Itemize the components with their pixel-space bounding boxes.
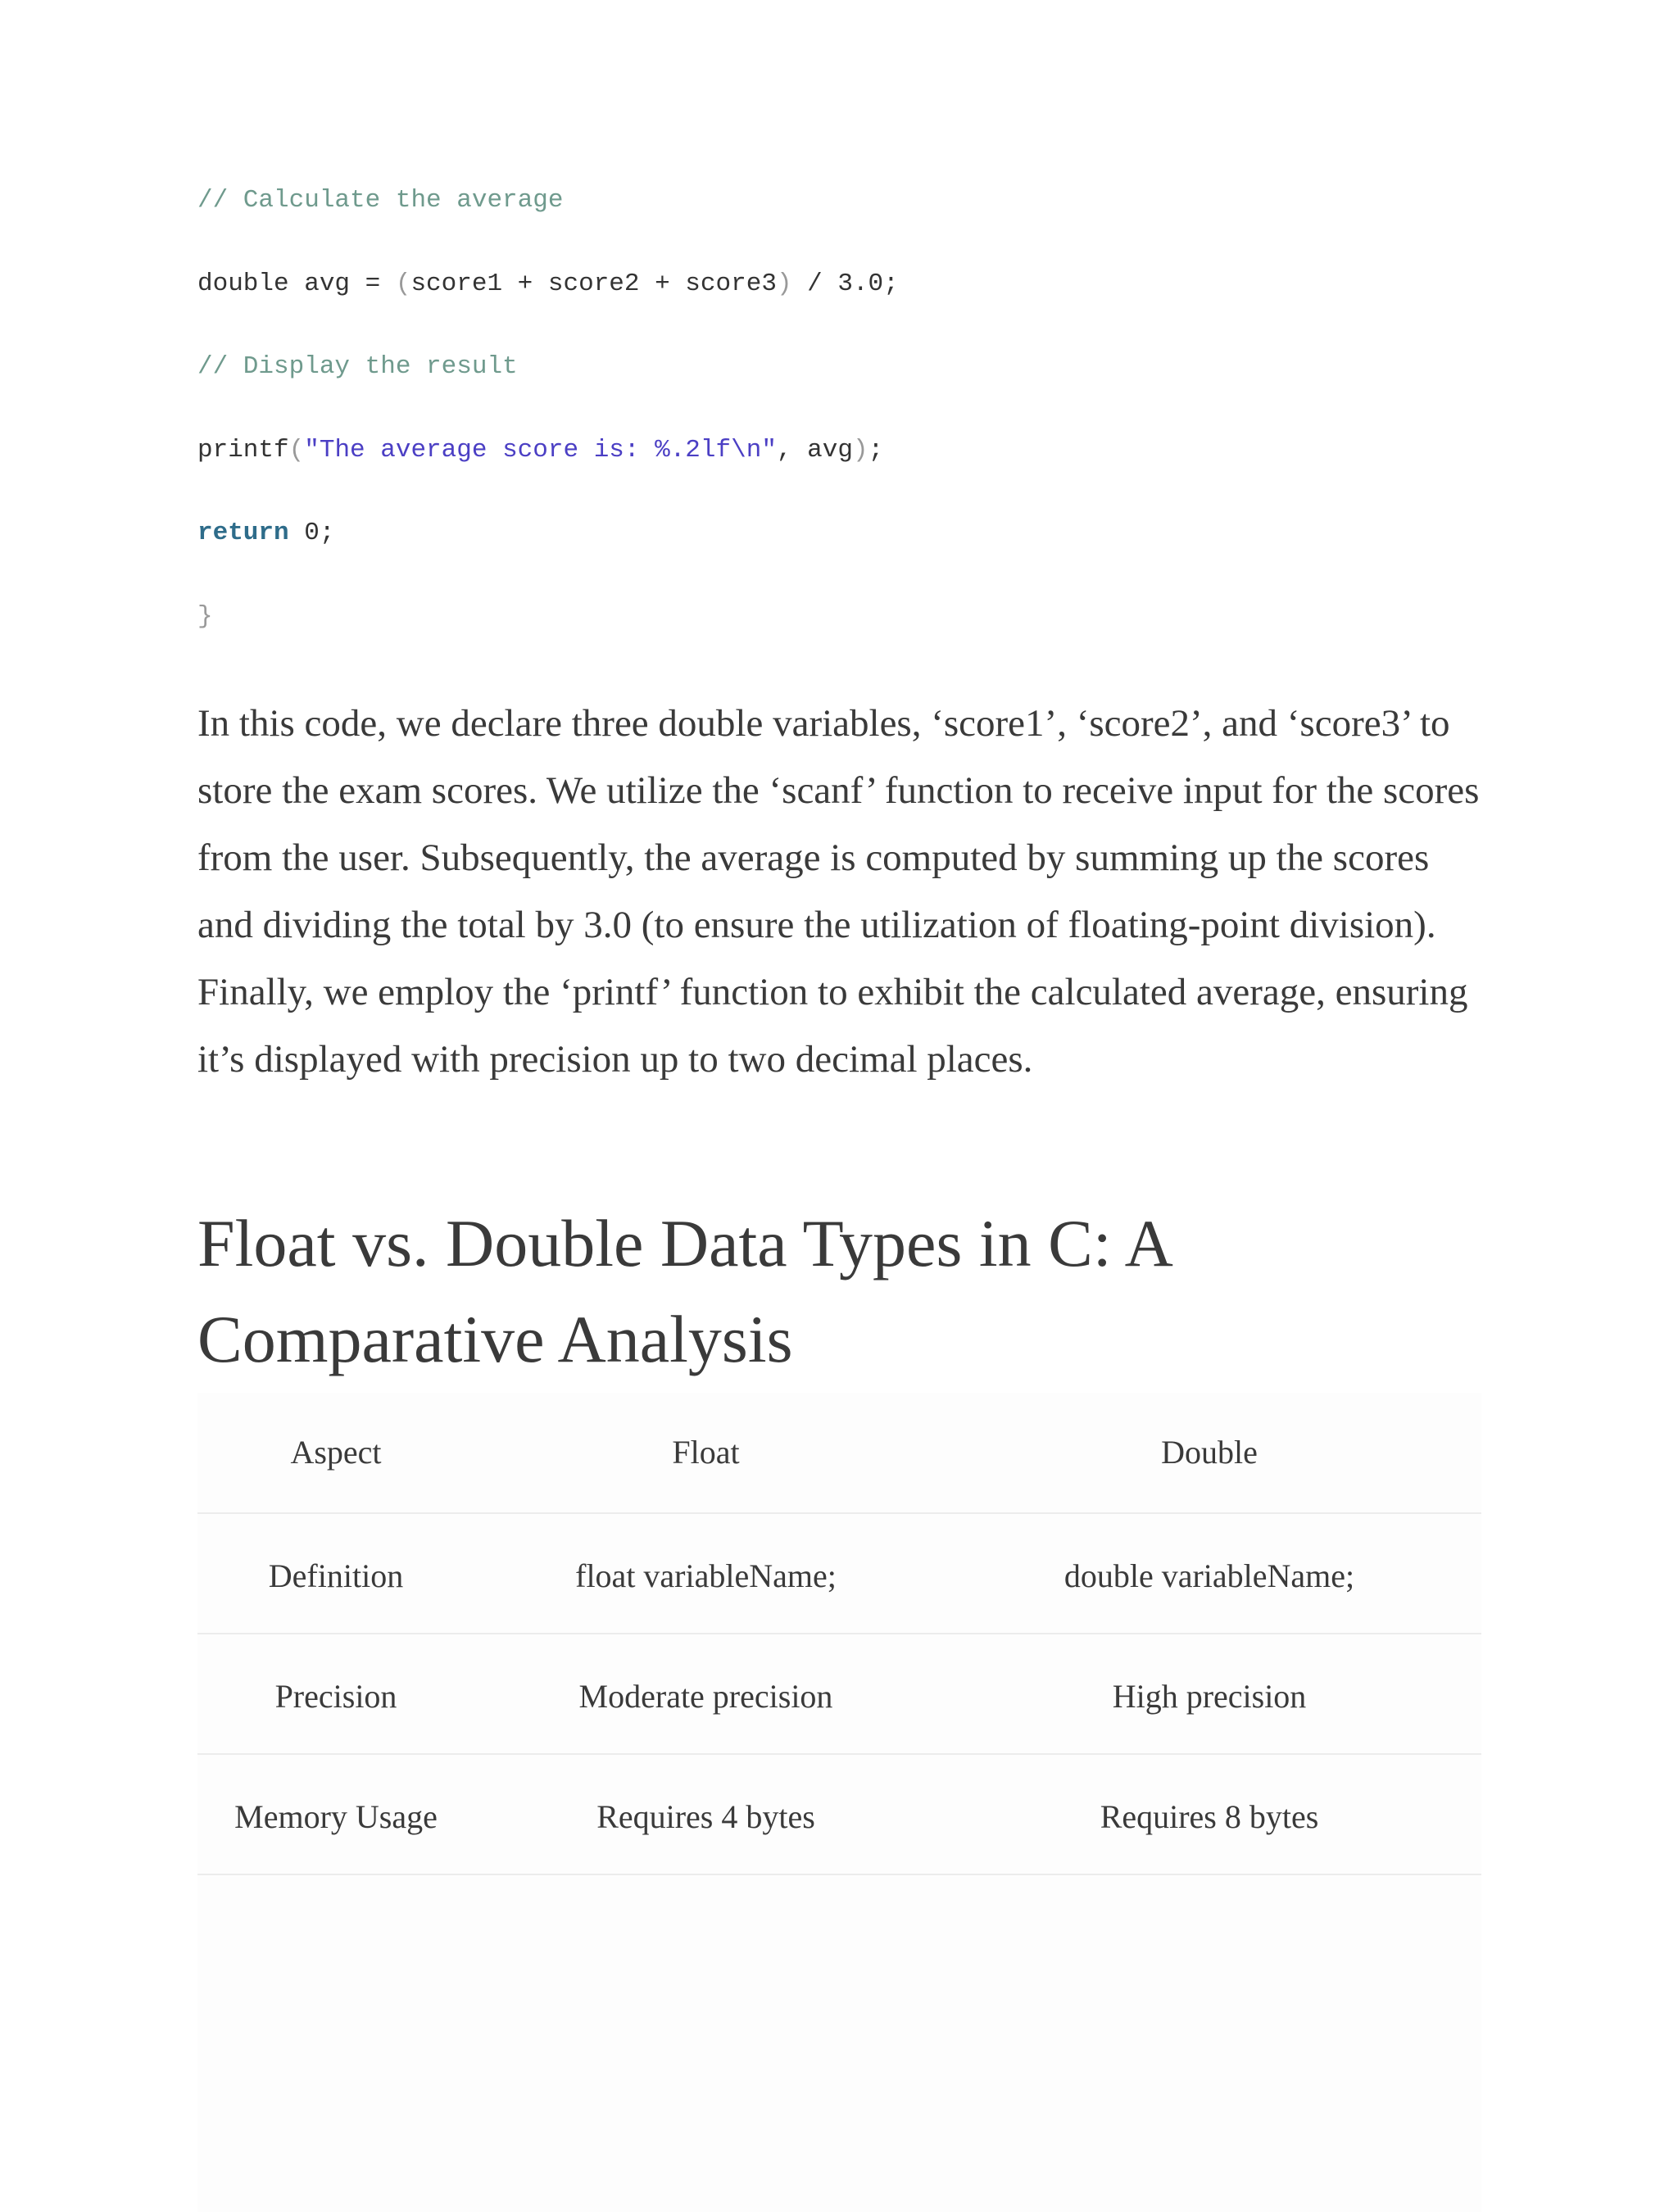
code-line-comment-display (197, 351, 1482, 383)
code-brace: } (197, 601, 213, 631)
section-heading: Float vs. Double Data Types in C: A Comparative Analysis (197, 1206, 1170, 1376)
code-comment: // Display the result (197, 352, 518, 381)
table-cell-double: High precision (1112, 1678, 1307, 1715)
code-text: / 3.0; (791, 269, 899, 298)
code-line-return (197, 517, 1482, 550)
comparison-table (197, 1393, 1481, 2212)
table-row (197, 1754, 1481, 1874)
code-comment: // Calculate the average (197, 186, 564, 215)
table-cell-float: Moderate precision (578, 1678, 833, 1715)
table-filler (197, 1874, 1481, 2212)
table-header-float: Float (672, 1434, 740, 1471)
code-block (197, 184, 1482, 633)
code-keyword: return (197, 519, 289, 547)
table-header-double: Double (1161, 1434, 1258, 1471)
code-paren: ) (852, 435, 868, 465)
code-paren: ( (395, 269, 411, 298)
table-header-row (197, 1393, 1481, 1513)
table-row (197, 1634, 1481, 1754)
table-cell-aspect: Memory Usage (234, 1798, 438, 1835)
code-function-name: printf (197, 435, 289, 465)
code-line-comment-average (197, 184, 1482, 217)
table-row (197, 1513, 1481, 1634)
code-text: score1 + score2 + score3 (410, 269, 777, 298)
code-text: double avg = (197, 269, 396, 298)
code-line-printf (197, 434, 1482, 467)
table-header-aspect: Aspect (290, 1434, 382, 1471)
table-cell-double: Requires 8 bytes (1100, 1798, 1319, 1835)
table-cell-double: double variableName; (1063, 1557, 1355, 1594)
table-cell-aspect: Definition (268, 1557, 404, 1594)
code-string: "The average score is: %.2lf\n" (304, 435, 777, 465)
code-line-closing-brace (197, 601, 1482, 633)
table-cell-float: float variableName; (575, 1557, 837, 1594)
code-paren: ( (288, 435, 305, 465)
explanation-paragraph: In this code, we declare three double variables, ‘score1’, ‘score2’, and ‘score3’ to store the exam scores. We utilize the ‘scanf’ function to receive input for the scores from the user. Subsequently, the average is computed by summing up the scores and dividing the total by 3.0 (to ensure the utilization of floating-point division). Finally, we employ the ‘printf’ function to exhibit the calculated average, ensuring it’s displayed with precision up to two decimal places. (197, 702, 1480, 1081)
code-paren: ) (776, 269, 792, 298)
code-line-avg-declaration (197, 268, 1482, 301)
table-cell-float: Requires 4 bytes (596, 1798, 815, 1835)
code-text: , avg (776, 435, 853, 465)
code-text: 0; (288, 519, 335, 547)
code-text: ; (868, 435, 884, 465)
table-cell-aspect: Precision (274, 1678, 397, 1715)
